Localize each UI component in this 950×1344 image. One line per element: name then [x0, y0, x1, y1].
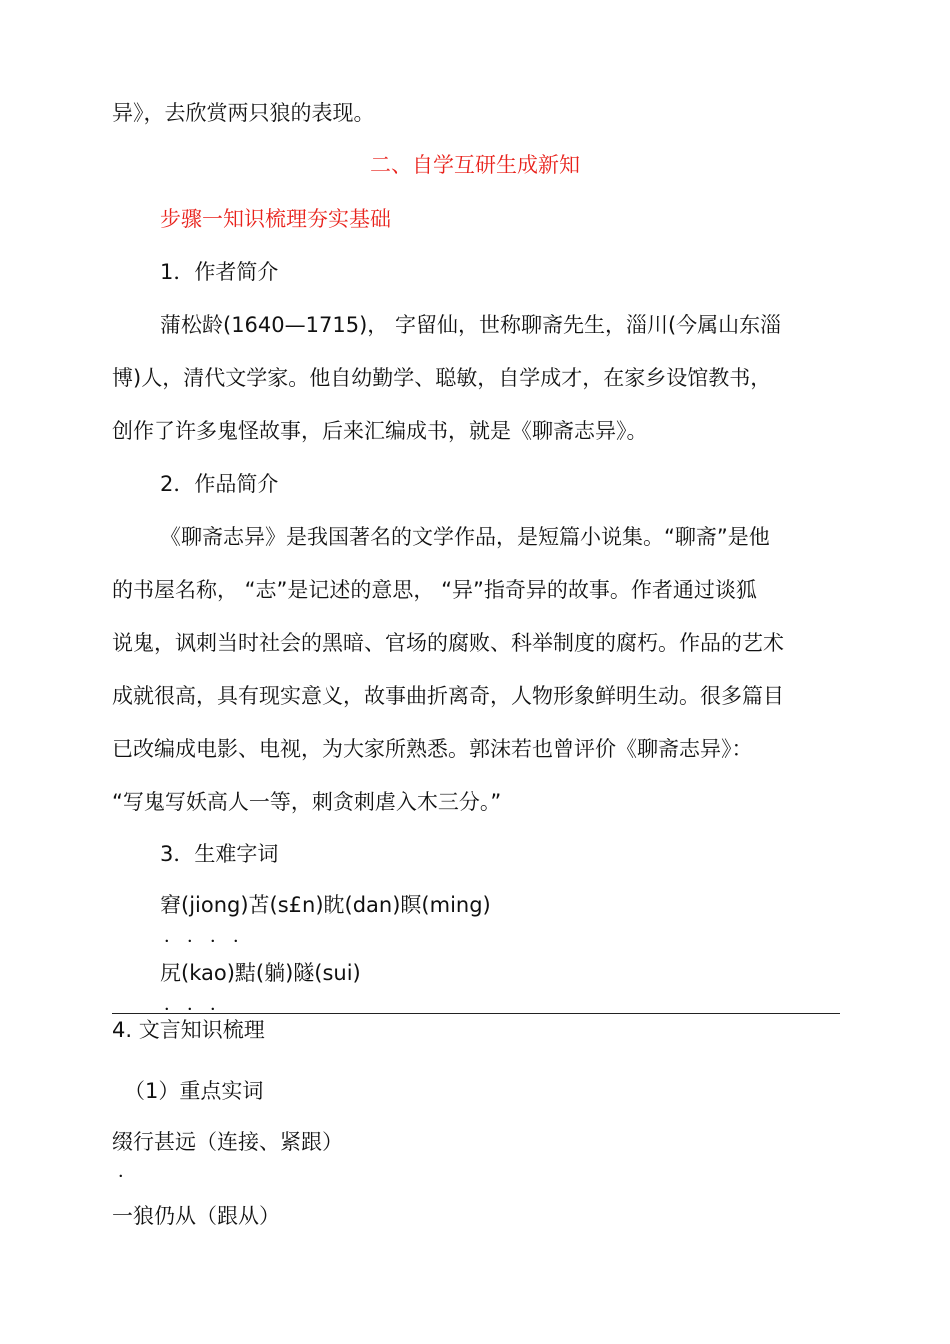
paragraph-line: 已改编成电影、电视，为大家所熟悉。郭沫若也曾评价《聊斋志异》： — [112, 737, 753, 761]
vocab-line: 尻(kao)黠(躺)隧(sui) — [160, 961, 361, 985]
text-line: 异》，去欣赏两只狼的表现。 — [112, 101, 375, 125]
definition-line: 一狼仍从（跟从） — [112, 1204, 280, 1228]
heading-author-intro: 1．作者简介 — [160, 260, 279, 284]
heading-difficult-words: 3．生难字词 — [160, 842, 279, 866]
paragraph-line: 《聊斋志异》是我国著名的文学作品，是短篇小说集。“聊斋”是他 — [160, 525, 770, 549]
subheading-key-words: （1）重点实词 — [124, 1079, 264, 1103]
paragraph-line: 成就很高，具有现实意义，故事曲折离奇，人物形象鲜明生动。很多篇目 — [112, 684, 784, 708]
section-title: 二、自学互研生成新知 — [370, 153, 580, 177]
vocab-line: 窘(jiong)苫(s£n)眈(dan)瞑(ming) — [160, 893, 491, 917]
heading-work-intro: 2．作品简介 — [160, 472, 279, 496]
definition-line: 缀行甚远（连接、紧跟） — [112, 1130, 343, 1154]
paragraph-line: 博)人，清代文学家。他自幼勤学、聪敏，自学成才，在家乡设馆教书， — [112, 366, 772, 390]
emphasis-dots: ．．．． — [164, 926, 265, 947]
paragraph-line: 创作了许多鬼怪故事，后来汇编成书，就是《聊斋志异》。 — [112, 419, 648, 443]
paragraph-line: “写鬼写妖高人一等，刺贪刺虐入木三分。” — [112, 790, 502, 814]
step-title: 步骤一知识梳理夯实基础 — [160, 207, 391, 231]
emphasis-dots: ．．． — [164, 994, 242, 1015]
paragraph-line: 蒲松龄(1640—1715)， 字留仙，世称聊斋先生，淄川(今属山东淄 — [160, 313, 782, 337]
page-divider — [112, 1013, 840, 1014]
paragraph-line: 的书屋名称， “志”是记述的意思， “异”指奇异的故事。作者通过谈狐 — [112, 578, 757, 602]
emphasis-dots: ． — [118, 1161, 150, 1182]
heading-classical-knowledge: 4. 文言知识梳理 — [112, 1018, 265, 1042]
paragraph-line: 说鬼，讽刺当时社会的黑暗、官场的腐败、科举制度的腐朽。作品的艺术 — [112, 631, 784, 655]
